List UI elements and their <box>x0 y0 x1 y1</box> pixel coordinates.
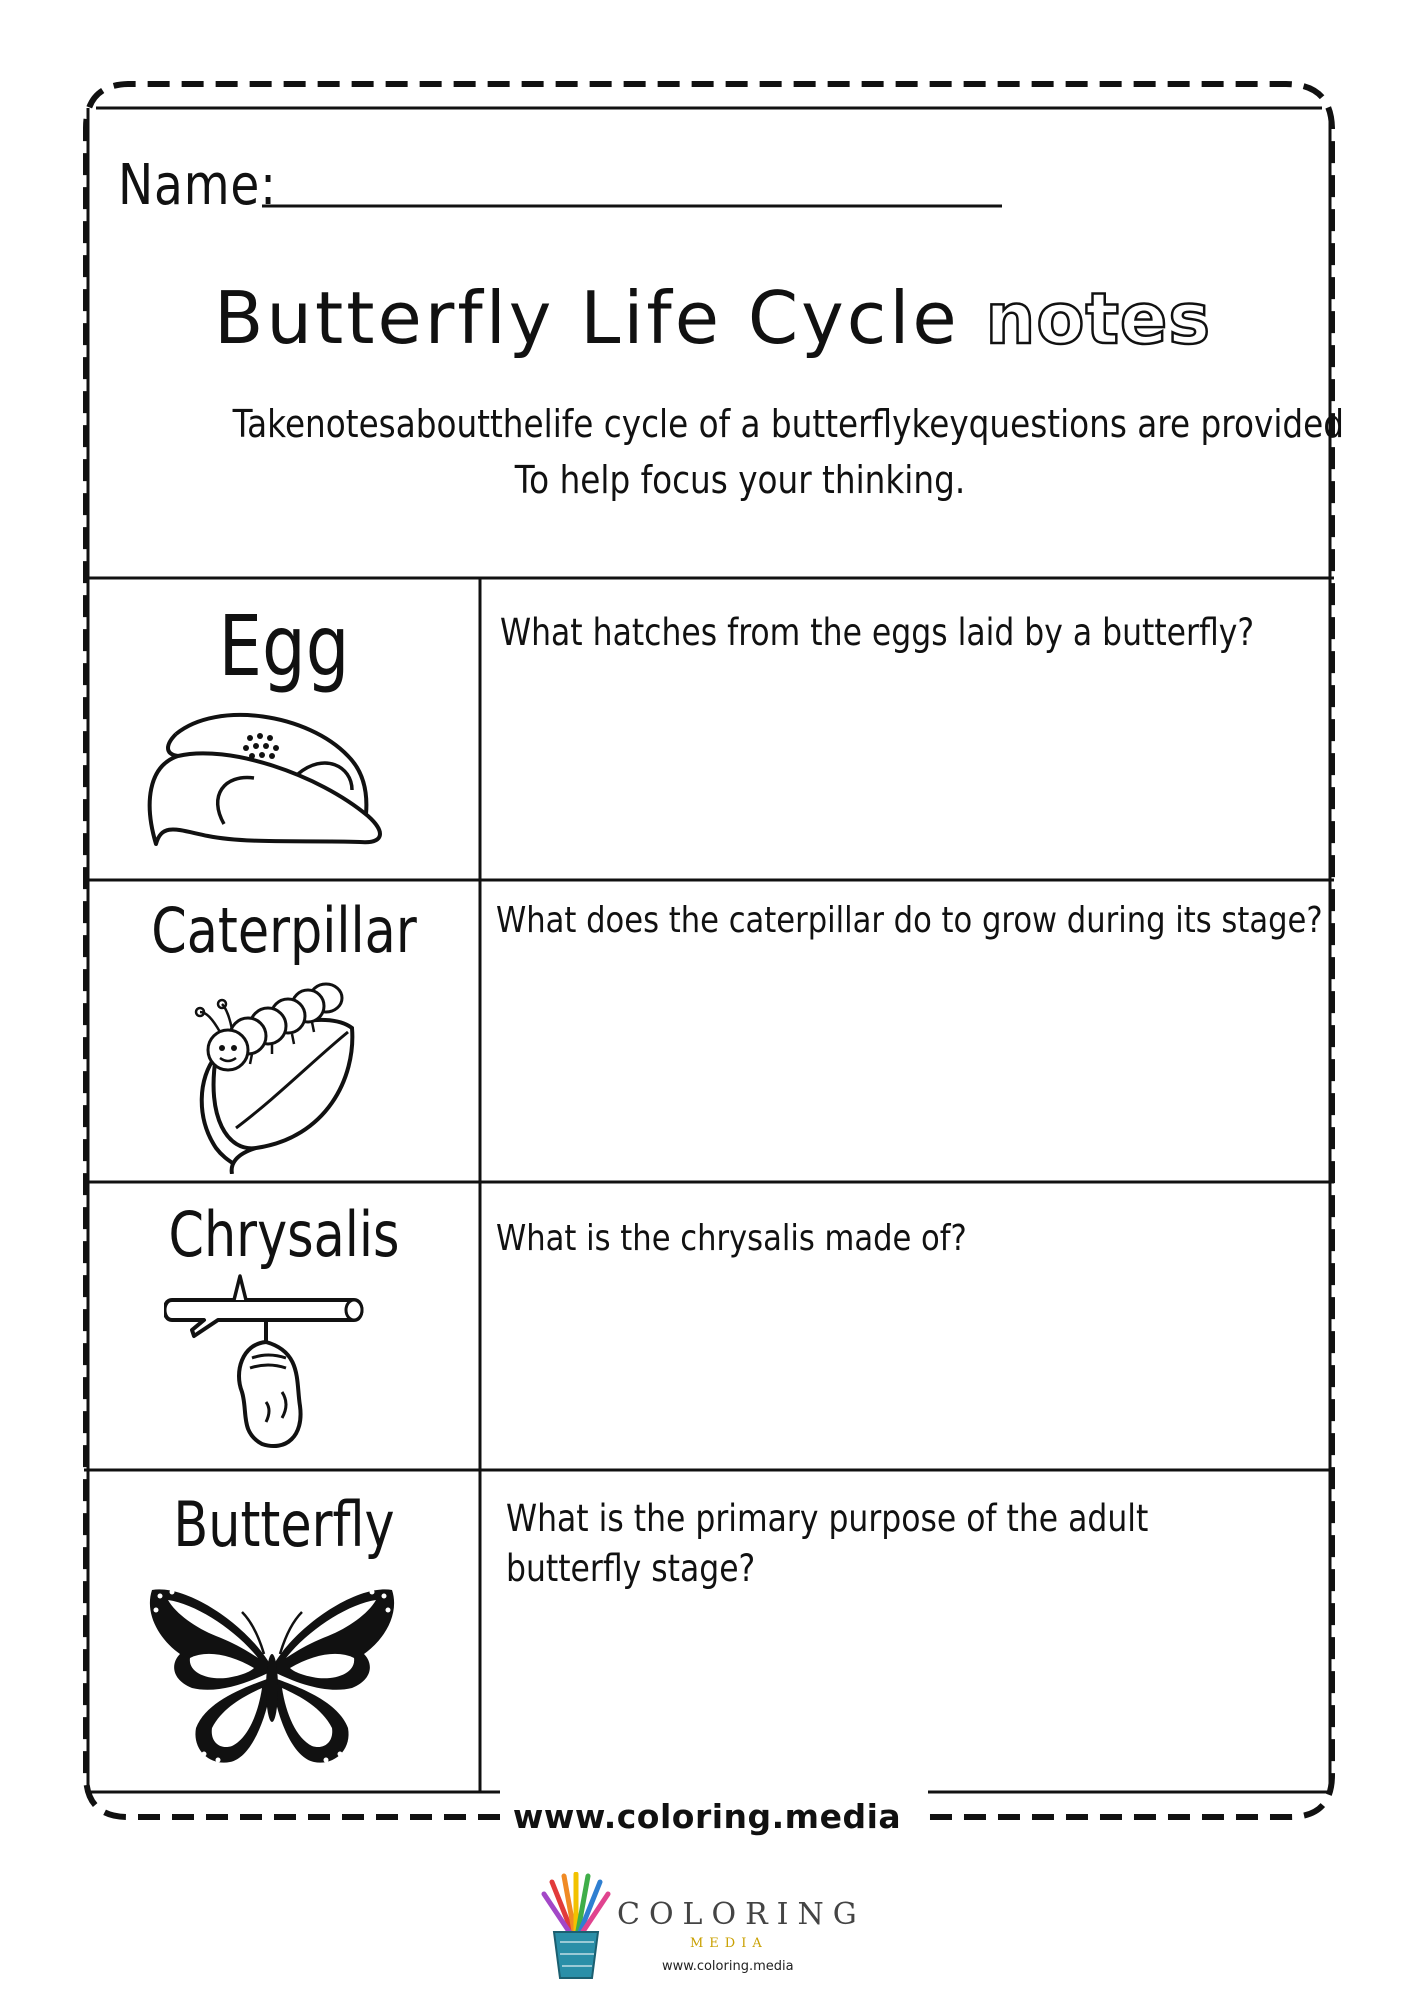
stage-label-caterpillar: Caterpillar <box>151 894 417 967</box>
site-url[interactable]: www.coloring.media <box>512 1797 902 1836</box>
title-main: Butterfly Life Cycle <box>214 276 960 360</box>
stage-label-egg: Egg <box>218 597 350 695</box>
name-field[interactable] <box>262 160 1002 208</box>
stage-label-butterfly: Butterfly <box>173 1488 395 1561</box>
egg-on-leaf-icon <box>138 704 394 854</box>
name-label: Name: <box>118 153 277 218</box>
stage-label-chrysalis: Chrysalis <box>168 1198 400 1271</box>
question-egg: What hatches from the eggs laid by a butterfly? <box>500 611 1255 654</box>
logo-word: COLORING <box>617 1897 866 1932</box>
question-chrysalis: What is the chrysalis made of? <box>496 1218 967 1259</box>
question-caterpillar: What does the caterpillar do to grow during its stage? <box>496 900 1323 941</box>
butterfly-icon <box>146 1584 398 1768</box>
logo-url[interactable]: www.coloring.media <box>662 1959 794 1974</box>
answer-area-caterpillar[interactable] <box>500 956 1310 1166</box>
answer-area-egg[interactable] <box>500 668 1310 868</box>
logo-subword: MEDIA <box>690 1936 768 1951</box>
title-accent: notes <box>985 278 1212 360</box>
pencil-cup-logo-icon <box>538 1872 614 1982</box>
answer-area-chrysalis[interactable] <box>500 1270 1310 1460</box>
instructions-line-1: Takenotesaboutthelife cycle of a butterflykeyquestions are provided <box>232 402 1345 446</box>
question-butterfly: What is the primary purpose of the adult butterfly stage? <box>506 1497 1149 1590</box>
instructions <box>232 396 1345 508</box>
instructions-line-2: To help focus your thinking. <box>514 458 966 502</box>
page-title <box>214 276 1212 360</box>
answer-area-butterfly[interactable] <box>500 1604 1310 1780</box>
chrysalis-icon <box>164 1272 364 1456</box>
caterpillar-icon <box>176 978 366 1174</box>
